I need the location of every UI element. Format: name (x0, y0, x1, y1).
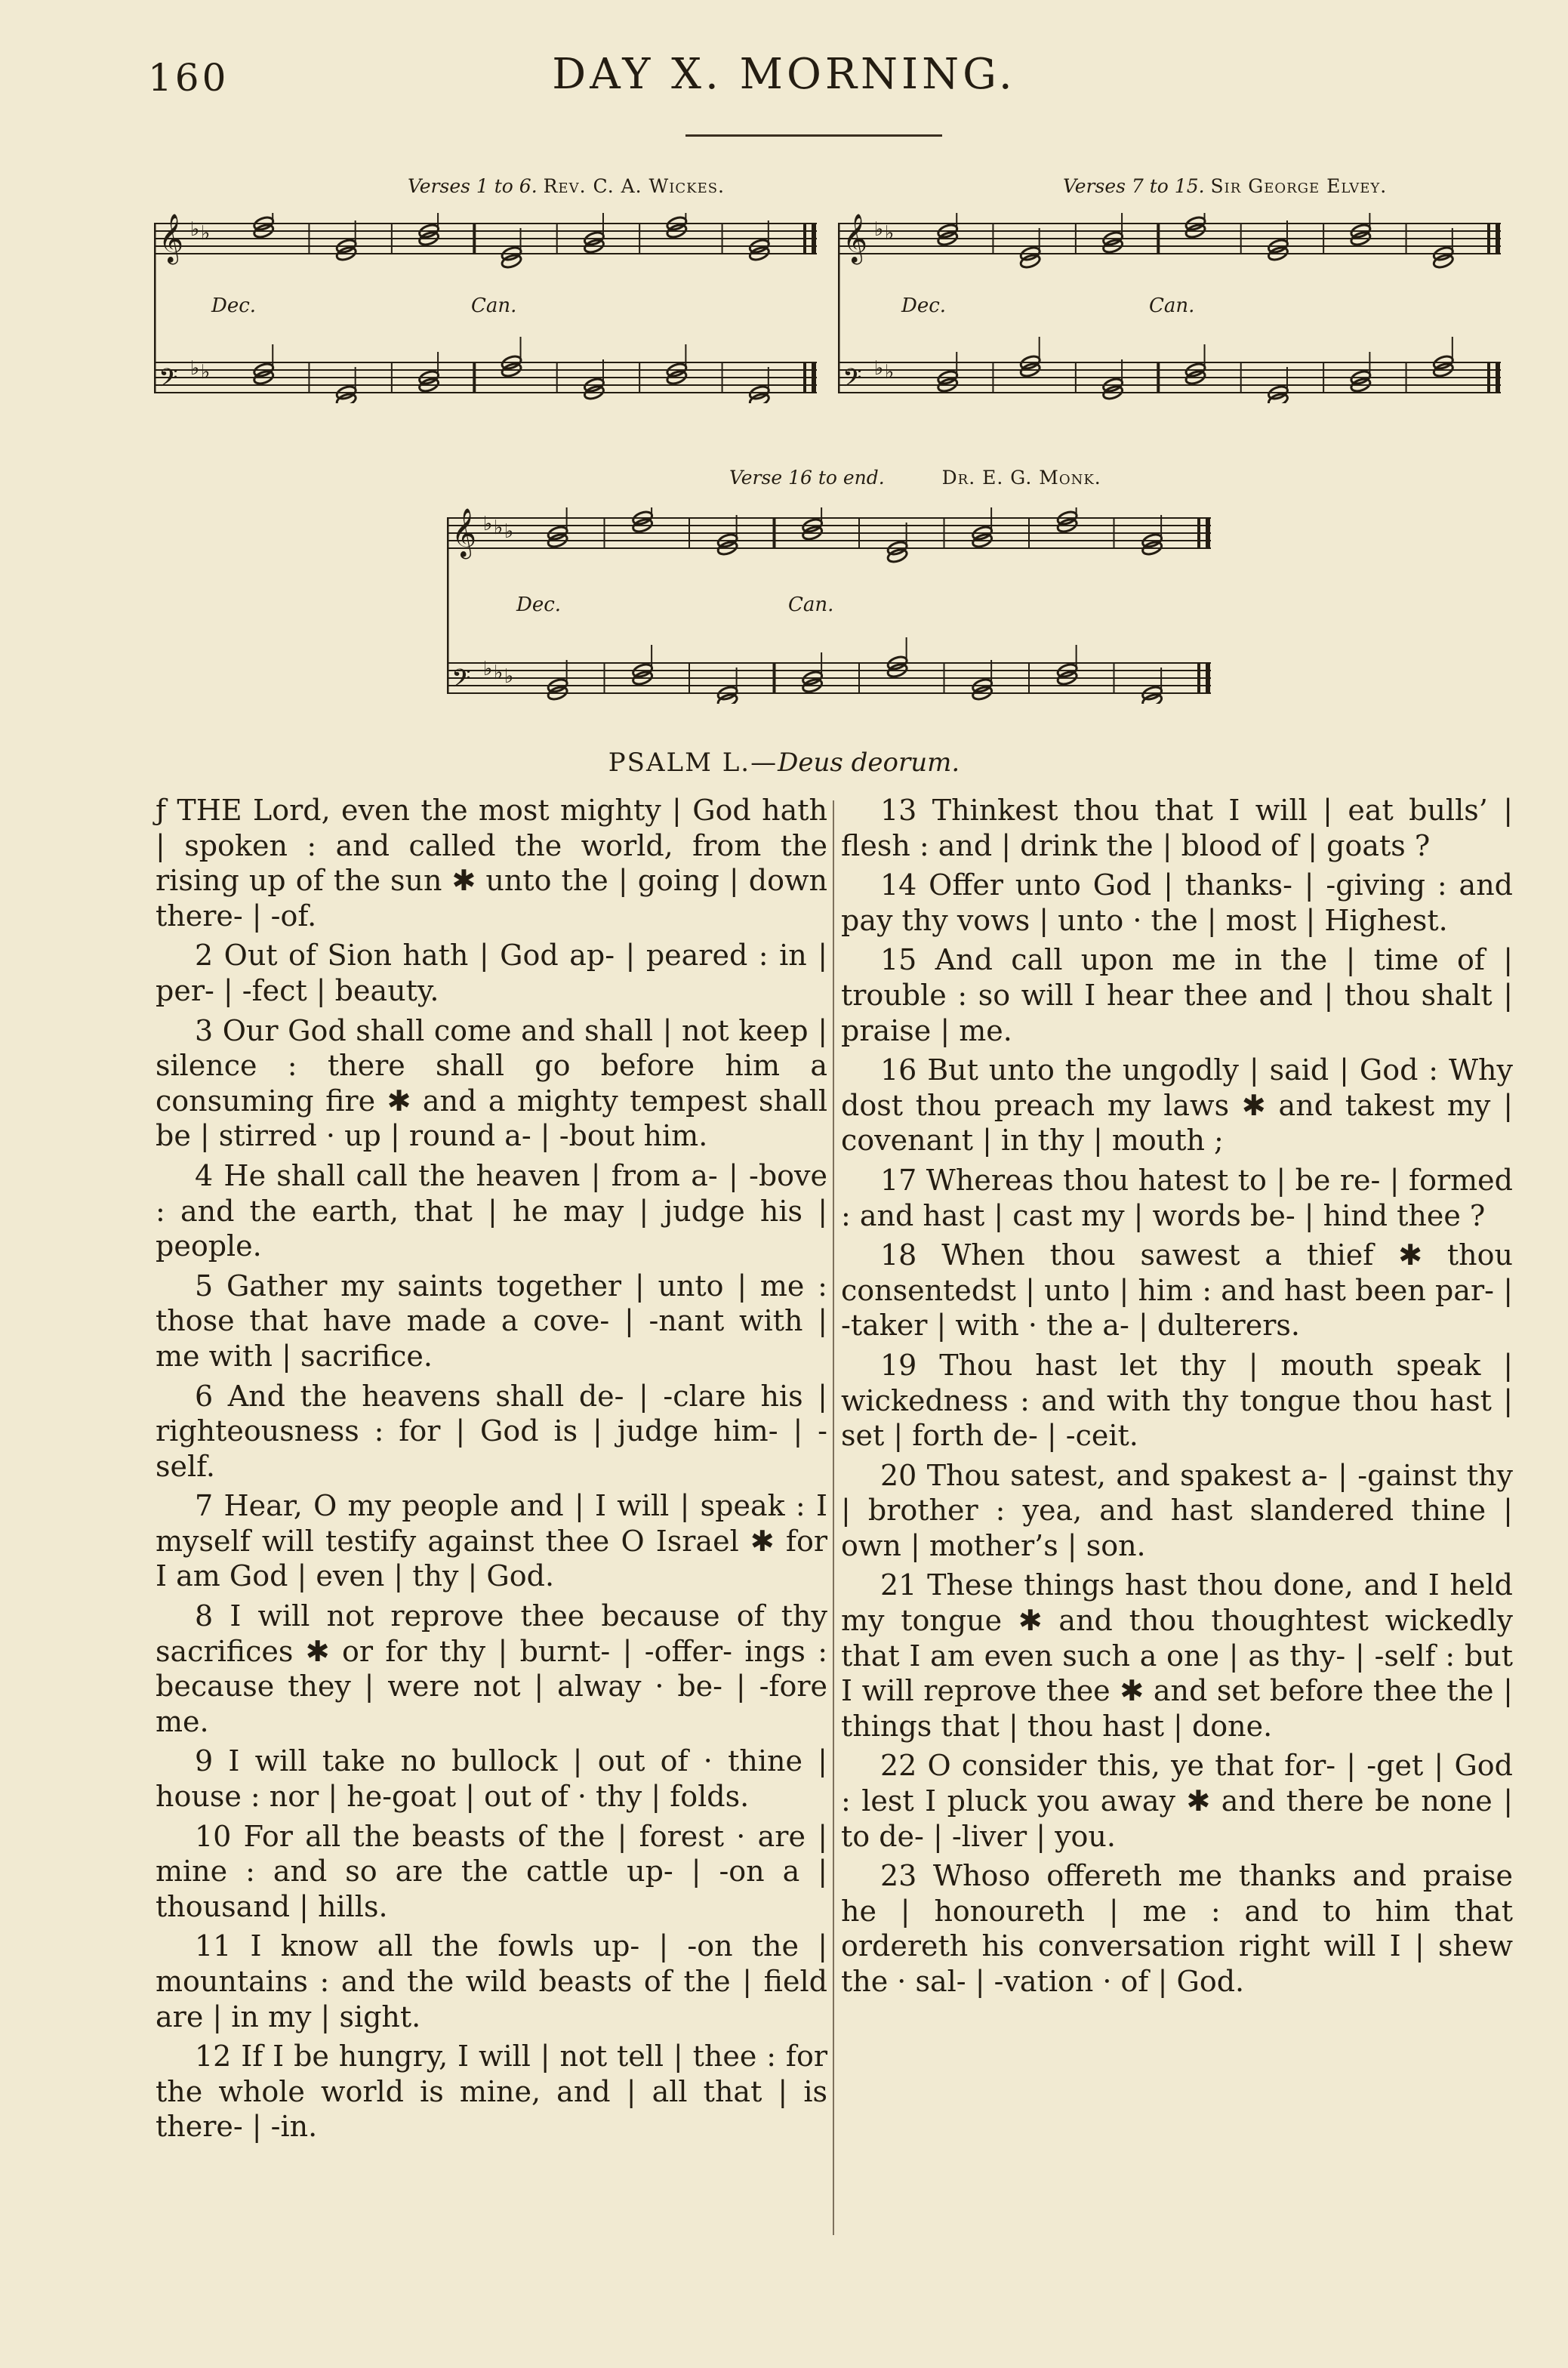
notehead (886, 547, 908, 564)
chant-2-dec-label: Dec. (901, 294, 947, 317)
psalm-verse: 11 I know all the fowls up- | -on the | mountains : and the wild beasts of the | field are | in my | sight. (156, 1929, 827, 2033)
flat-icon: ♭ (504, 520, 514, 543)
treble-clef-icon: 𝄞 (843, 214, 868, 263)
chant-2-music (838, 213, 1501, 403)
psalm-number: PSALM L.— (608, 748, 778, 778)
psalm-title (0, 748, 1568, 778)
bass-clef-icon: 𝄢 (843, 364, 862, 399)
chant-2-caption (1063, 175, 1387, 197)
head-rule (685, 134, 942, 137)
psalm-text-right-column (841, 793, 1513, 2004)
chant-3-dec-label: Dec. (516, 594, 562, 616)
psalm-verse: 5 Gather my saints together | unto | me : those that have made a cove- | -nant with | me with | sacrifice. (156, 1269, 827, 1373)
chant-2-verses: Verses 7 to 15. (1063, 175, 1205, 197)
psalm-text-left-column (156, 793, 827, 2149)
psalm-verse: 15 And call upon me in the | time of | trouble : so will I hear thee and | thou shalt | praise | me. (841, 943, 1513, 1047)
psalm-verse: 14 Offer unto God | thanks- | -giving : and pay thy vows | unto · the | most | Highest. (841, 868, 1513, 937)
notehead (1432, 253, 1454, 270)
psalm-verse: 20 Thou satest, and spakest a- | -gainst thy | brother : yea, and hast slandered thine | own | mother’s | son. (841, 1458, 1513, 1562)
chant-2-can-label: Can. (1149, 294, 1195, 317)
chant-2-composer: Sir George Elvey. (1210, 175, 1388, 197)
bass-clef-icon: 𝄢 (159, 364, 178, 399)
flat-icon: ♭ (483, 658, 493, 680)
flat-icon: ♭ (494, 661, 504, 684)
chant-3-can-label: Can. (788, 594, 834, 616)
treble-staff (838, 213, 1501, 270)
psalm-verse: ƒ THE Lord, even the most mighty | God hath | spoken : and called the world, from the rising up of the sun ✱ unto the | going | down there- | -of. (156, 794, 827, 933)
flat-icon: ♭ (190, 218, 200, 241)
psalm-verse: 4 He shall call the heaven | from a- | -bove : and the earth, that | he may | judge his | people. (156, 1158, 827, 1263)
treble-clef-icon: 𝄞 (451, 508, 477, 557)
flat-icon: ♭ (494, 516, 504, 539)
psalm-verse: 18 When thou sawest a thief ✱ thou consentedst | unto | him : and hast been par- | -taker | with · the a- | dulterers. (841, 1238, 1513, 1343)
bass-staff (447, 637, 1211, 704)
flat-icon: ♭ (504, 665, 514, 688)
treble-staff (447, 507, 1211, 564)
bass-staff (154, 337, 817, 403)
page-number: 160 (148, 56, 230, 100)
treble-staff (154, 213, 817, 270)
column-divider (833, 800, 834, 2235)
chant-1-verses: Verses 1 to 6. (408, 175, 538, 197)
psalm-verse: 2 Out of Sion hath | God ap- | peared : in | per- | -fect | beauty. (156, 939, 827, 1007)
psalm-verse: 23 Whoso offereth me thanks and praise he | honoureth | me : and to him that ordereth his conversation right will I | shew the · sal- | -vation · of | God. (841, 1859, 1513, 1998)
chant-3-composer: Dr. E. G. Monk. (941, 467, 1101, 489)
psalm-verse: 12 If I be hungry, I will | not tell | thee : for the whole world is mine, and | all that | is there- | -in. (156, 2040, 827, 2144)
flat-icon: ♭ (885, 222, 895, 245)
psalm-verse: 22 O consider this, ye that for- | -get | God : lest I pluck you away ✱ and there be none | to de- | -liver | you. (841, 1749, 1513, 1853)
running-head: DAY X. MORNING. (552, 50, 1016, 99)
notehead (1019, 253, 1041, 270)
psalm-verse: 17 Whereas thou hatest to | be re- | formed : and hast | cast my | words be- | hind thee ? (841, 1163, 1513, 1232)
psalm-verse: 16 But unto the ungodly | said | God : Why dost thou preach my laws ✱ and takest my | covenant | in thy | mouth ; (841, 1053, 1513, 1158)
flat-icon: ♭ (885, 361, 895, 384)
psalm-verse: 10 For all the beasts of the | forest · are | mine : and so are the cattle up- | -on a | thousand | hills. (156, 1819, 827, 1923)
chant-3-caption (729, 467, 1101, 489)
treble-clef-icon: 𝄞 (159, 214, 184, 263)
flat-icon: ♭ (201, 222, 211, 245)
chant-1-caption (408, 175, 725, 197)
chant-3-music (447, 507, 1211, 704)
psalm-verse: 8 I will not reprove thee because of thy sacrifices ✱ or for thy | burnt- | -offer- ings : because they | were not | alway · be- | -fore me. (156, 1599, 827, 1738)
chant-3-verses: Verse 16 to end. (729, 467, 885, 489)
chant-1-dec-label: Dec. (211, 294, 257, 317)
chant-1-music (154, 213, 817, 403)
psalm-latin-incipit: Deus deorum. (778, 748, 960, 778)
psalm-verse: 3 Our God shall come and shall | not keep | silence : there shall go before him a consuming fire ✱ and a mighty tempest shall be | stirred · up | round a- | -bout him. (156, 1013, 827, 1153)
psalm-verse: 21 These things hast thou done, and I held my tongue ✱ and thou thoughtest wickedly that I am even such a one | as thy- | -self : but I will reprove thee ✱ and set before thee the | things that | thou hast | done. (841, 1568, 1513, 1743)
flat-icon: ♭ (483, 513, 493, 535)
psalm-verse: 13 Thinkest thou that I will | eat bulls’ | flesh : and | drink the | blood of | goats ? (841, 794, 1513, 862)
psalm-verse: 9 I will take no bullock | out of · thine | house : nor | he-goat | out of · thy | folds. (156, 1744, 827, 1814)
notehead (501, 253, 522, 270)
bass-staff (838, 337, 1501, 403)
flat-icon: ♭ (874, 357, 884, 380)
psalm-verse: 6 And the heavens shall de- | -clare his | righteousness : for | God is | judge him- | -self. (156, 1379, 827, 1483)
psalm-verse: 7 Hear, O my people and | I will | speak : I myself will testify against thee O Israel ✱ for I am God | even | thy | God. (156, 1489, 827, 1593)
flat-icon: ♭ (201, 361, 211, 384)
flat-icon: ♭ (190, 357, 200, 380)
flat-icon: ♭ (874, 218, 884, 241)
psalm-verse: 19 Thou hast let thy | mouth speak | wickedness : and with thy tongue thou hast | set | forth de- | -ceit. (841, 1348, 1513, 1453)
chant-1-composer: Rev. C. A. Wickes. (543, 175, 725, 197)
bass-clef-icon: 𝄢 (451, 664, 471, 699)
chant-1-can-label: Can. (471, 294, 517, 317)
